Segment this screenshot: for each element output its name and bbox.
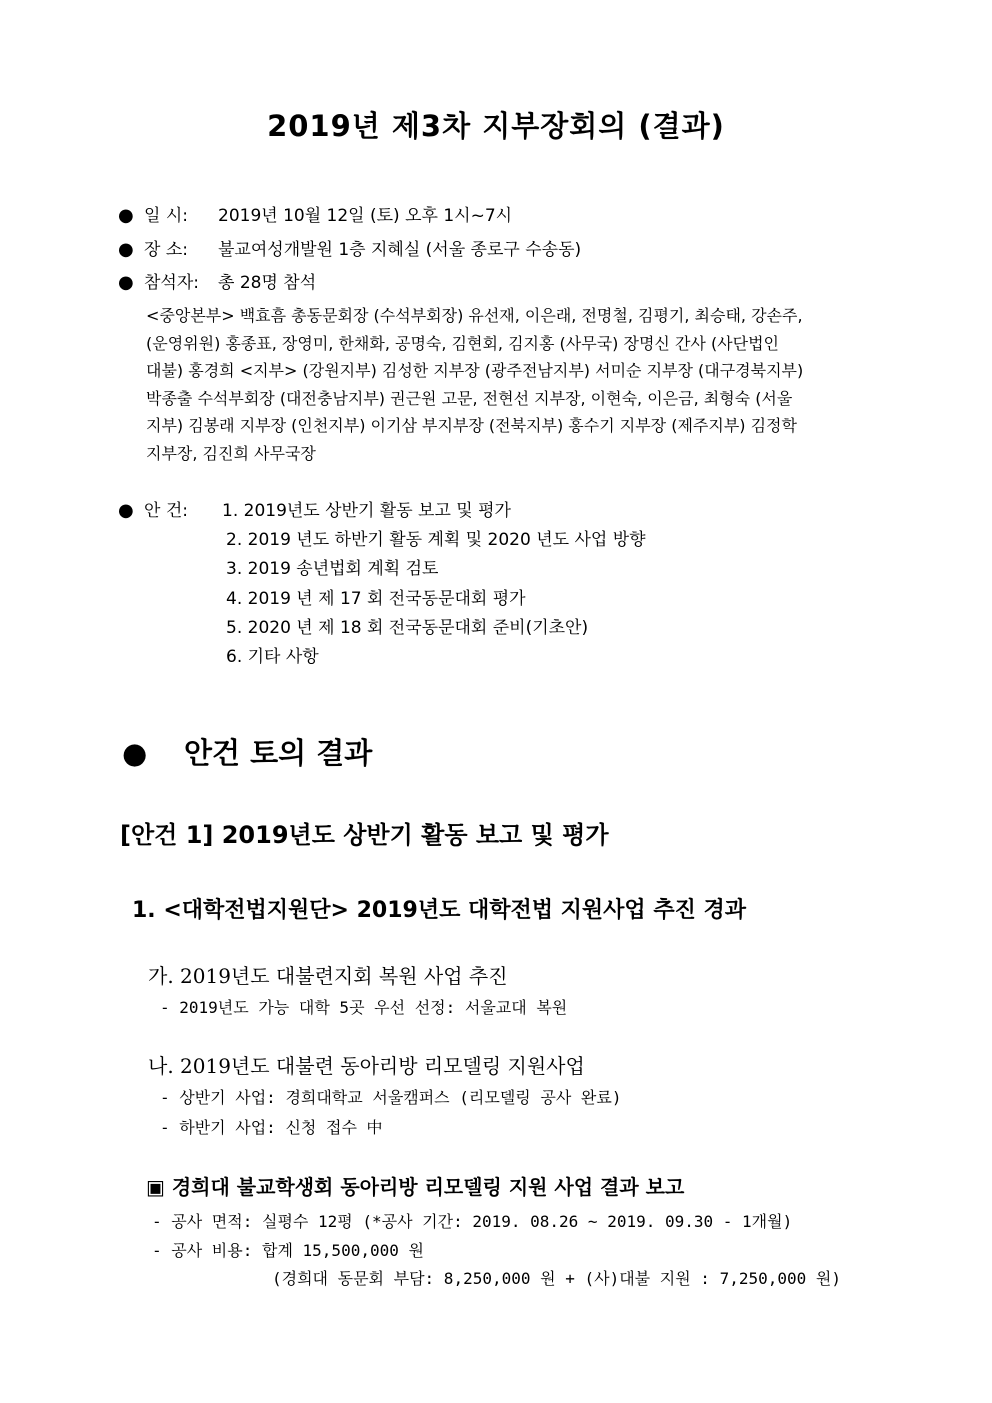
na-line: - 하반기 사업: 신청 접수 中	[160, 1118, 383, 1137]
results-heading-text: 안건 토의 결과	[184, 736, 373, 770]
agenda1-heading: [안건 1] 2019년도 상반기 활동 보고 및 평가	[120, 821, 609, 849]
document-title: 2019년 제3차 지부장회의 (결과)	[267, 109, 725, 143]
agenda-label: 안 건:	[144, 501, 188, 521]
place-label: 장 소:	[144, 240, 188, 260]
place-value: 불교여성개발원 1층 지혜실 (서울 종로구 수송동)	[218, 240, 582, 260]
agenda-label-row	[118, 496, 188, 521]
ga-heading: 가. 2019년도 대불련지회 복원 사업 추진	[148, 964, 508, 988]
na-line: - 상반기 사업: 경희대학교 서울캠퍼스 (리모델링 공사 완료)	[160, 1088, 622, 1107]
bullet-icon: ●	[118, 239, 134, 260]
bullet-icon: ●	[122, 736, 148, 770]
attendees-value: 총 28명 참석	[218, 273, 317, 293]
agenda-item: 5. 2020 년 제 18 회 전국동문대회 준비(기초안)	[226, 618, 589, 638]
sub1-heading: 1. <대학전법지원단> 2019년도 대학전법 지원사업 추진 경과	[132, 898, 747, 923]
datetime-value: 2019년 10월 12일 (토) 오후 1시~7시	[218, 206, 513, 226]
bullet-icon: ●	[118, 205, 134, 226]
report-line: - 공사 비용: 합계 15,500,000 원	[152, 1241, 424, 1260]
datetime-label: 일 시:	[144, 206, 188, 226]
report-line: - 공사 면적: 실평수 12평 (*공사 기간: 2019. 08.26 ~ 2019. 09.30 - 1개월)	[152, 1212, 793, 1231]
bullet-icon: ●	[118, 500, 134, 521]
attendees-label: 참석자:	[144, 273, 199, 293]
ga-line: - 2019년도 가능 대학 5곳 우선 선정: 서울교대 복원	[160, 998, 568, 1017]
agenda-item: 6. 기타 사항	[226, 647, 319, 667]
report-heading: ▣ 경희대 불교학생회 동아리방 리모델링 지원 사업 결과 보고	[146, 1175, 685, 1199]
agenda-item: 3. 2019 송년법회 계획 검토	[226, 559, 439, 579]
agenda-item: 2. 2019 년도 하반기 활동 계획 및 2020 년도 사업 방향	[226, 530, 646, 550]
attendees-detail: <중앙본부> 백효흠 총동문회장 (수석부회장) 유선재, 이은래, 전명철, 김평기, 최승태, 강손주, (운영위원) 홍종표, 장영미, 한채화, 공명숙, 김현회, 김지홍 (사무국) 장명신 간사 (사단법인 대불) 홍경희 <지부> (강원지부) 김성한 지부장 (광주전남지부) 서미순 지부장 (대구경북지부) 박종출 수석부회장 (대전충남지부) 권근원 고문, 전현선 지부장, 이현숙, 이은금, 최형숙 (서울 지부) 김봉래 지부장 (인천지부) 이기삼 부지부장 (전북지부) 홍수기 지부장 (제주지부) 김정학 지부장, 김진희 사무국장	[146, 306, 804, 463]
results-heading	[122, 731, 372, 772]
agenda-item: 4. 2019 년 제 17 회 전국동문대회 평가	[226, 589, 526, 609]
agenda-item: 1. 2019년도 상반기 활동 보고 및 평가	[222, 501, 511, 521]
place-row	[118, 238, 581, 262]
datetime-row	[118, 204, 512, 228]
na-heading: 나. 2019년도 대불련 동아리방 리모델링 지원사업	[148, 1054, 585, 1078]
report-line: (경희대 동문회 부담: 8,250,000 원 + (사)대불 지원 : 7,250,000 원)	[272, 1269, 841, 1288]
attendees-row	[118, 271, 316, 295]
bullet-icon: ●	[118, 272, 134, 293]
